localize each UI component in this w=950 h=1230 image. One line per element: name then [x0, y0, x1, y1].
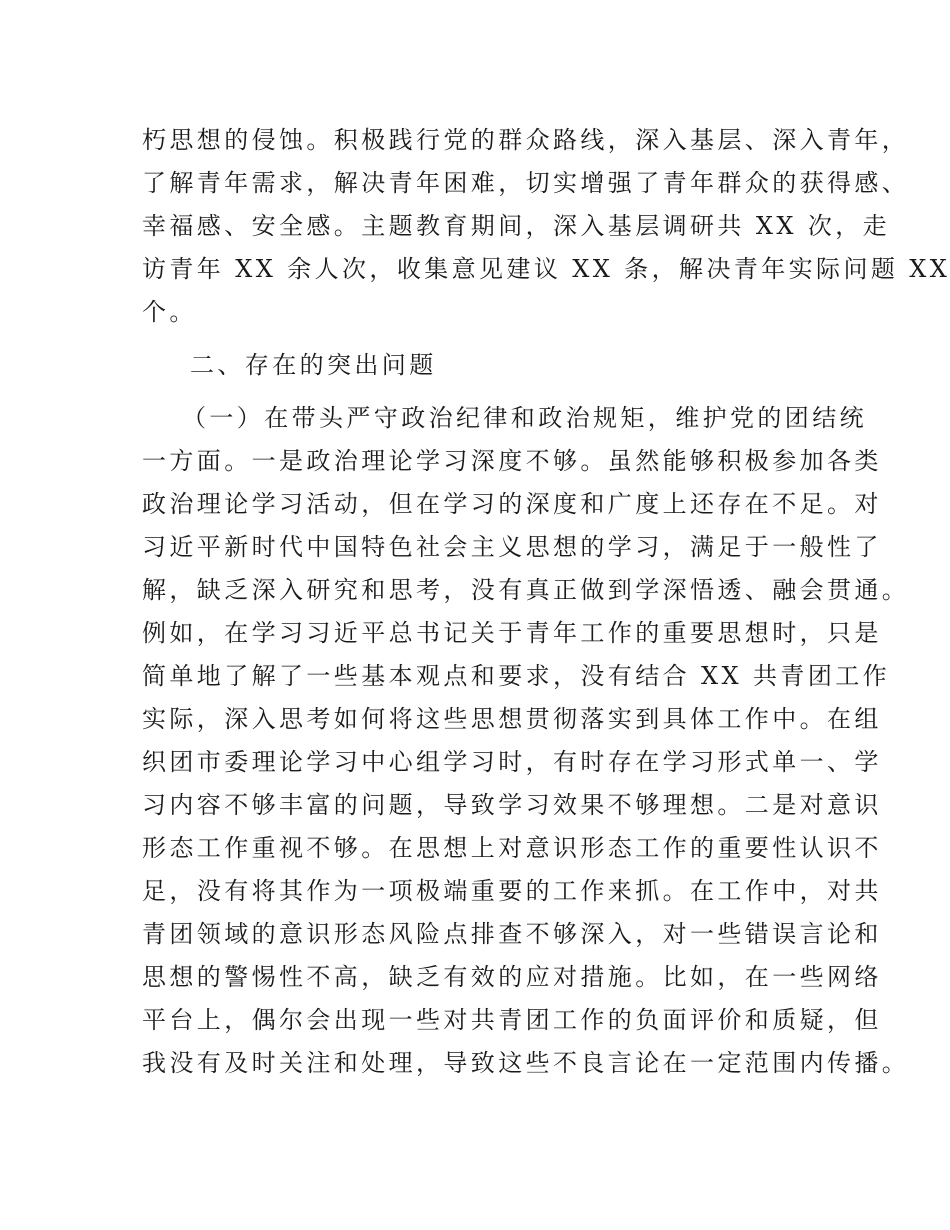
paragraph-line: 例如，在学习习近平总书记关于青年工作的重要思想时，只是: [142, 619, 882, 647]
paragraph-line: 了解青年需求，解决青年困难，切实增强了青年群众的获得感、: [142, 169, 910, 197]
paragraph-line: 简单地了解了一些基本观点和要求，没有结合 XX 共青团工作: [142, 662, 891, 690]
paragraph-line: 平台上，偶尔会出现一些对共青团工作的负面评价和质疑，但: [142, 1006, 882, 1034]
paragraph-line: 政治理论学习活动，但在学习的深度和广度上还存在不足。对: [142, 490, 882, 518]
paragraph-line: 青团领域的意识形态风险点排查不够深入，对一些错误言论和: [142, 920, 882, 948]
paragraph-line: 朽思想的侵蚀。积极践行党的群众路线，深入基层、深入青年，: [142, 126, 910, 154]
paragraph-line: 形态工作重视不够。在思想上对意识形态工作的重要性认识不: [142, 834, 882, 862]
paragraph-line: 一方面。一是政治理论学习深度不够。虽然能够积极参加各类: [142, 447, 882, 475]
paragraph-line: 实际，深入思考如何将这些思想贯彻落实到具体工作中。在组: [142, 705, 882, 733]
paragraph-line: （一）在带头严守政治纪律和政治规矩，维护党的团结统: [182, 404, 867, 432]
paragraph-line: 足，没有将其作为一项极端重要的工作来抓。在工作中，对共: [142, 877, 882, 905]
paragraph-line: 个。: [142, 298, 197, 326]
paragraph-line: 思想的警惕性不高，缺乏有效的应对措施。比如，在一些网络: [142, 963, 882, 991]
paragraph-line: 我没有及时关注和处理，导致这些不良言论在一定范围内传播。: [142, 1049, 910, 1077]
paragraph-line: 访青年 XX 余人次，收集意见建议 XX 条，解决青年实际问题 XX: [142, 255, 950, 283]
paragraph-line: 幸福感、安全感。主题教育期间，深入基层调研共 XX 次，走: [142, 212, 891, 240]
paragraph-line: 习近平新时代中国特色社会主义思想的学习，满足于一般性了: [142, 533, 882, 561]
section-heading: 二、存在的突出问题: [190, 351, 437, 379]
paragraph-line: 织团市委理论学习中心组学习时，有时存在学习形式单一、学: [142, 748, 882, 776]
paragraph-line: 习内容不够丰富的问题，导致学习效果不够理想。二是对意识: [142, 791, 882, 819]
paragraph-line: 解，缺乏深入研究和思考，没有真正做到学深悟透、融会贯通。: [142, 576, 910, 604]
